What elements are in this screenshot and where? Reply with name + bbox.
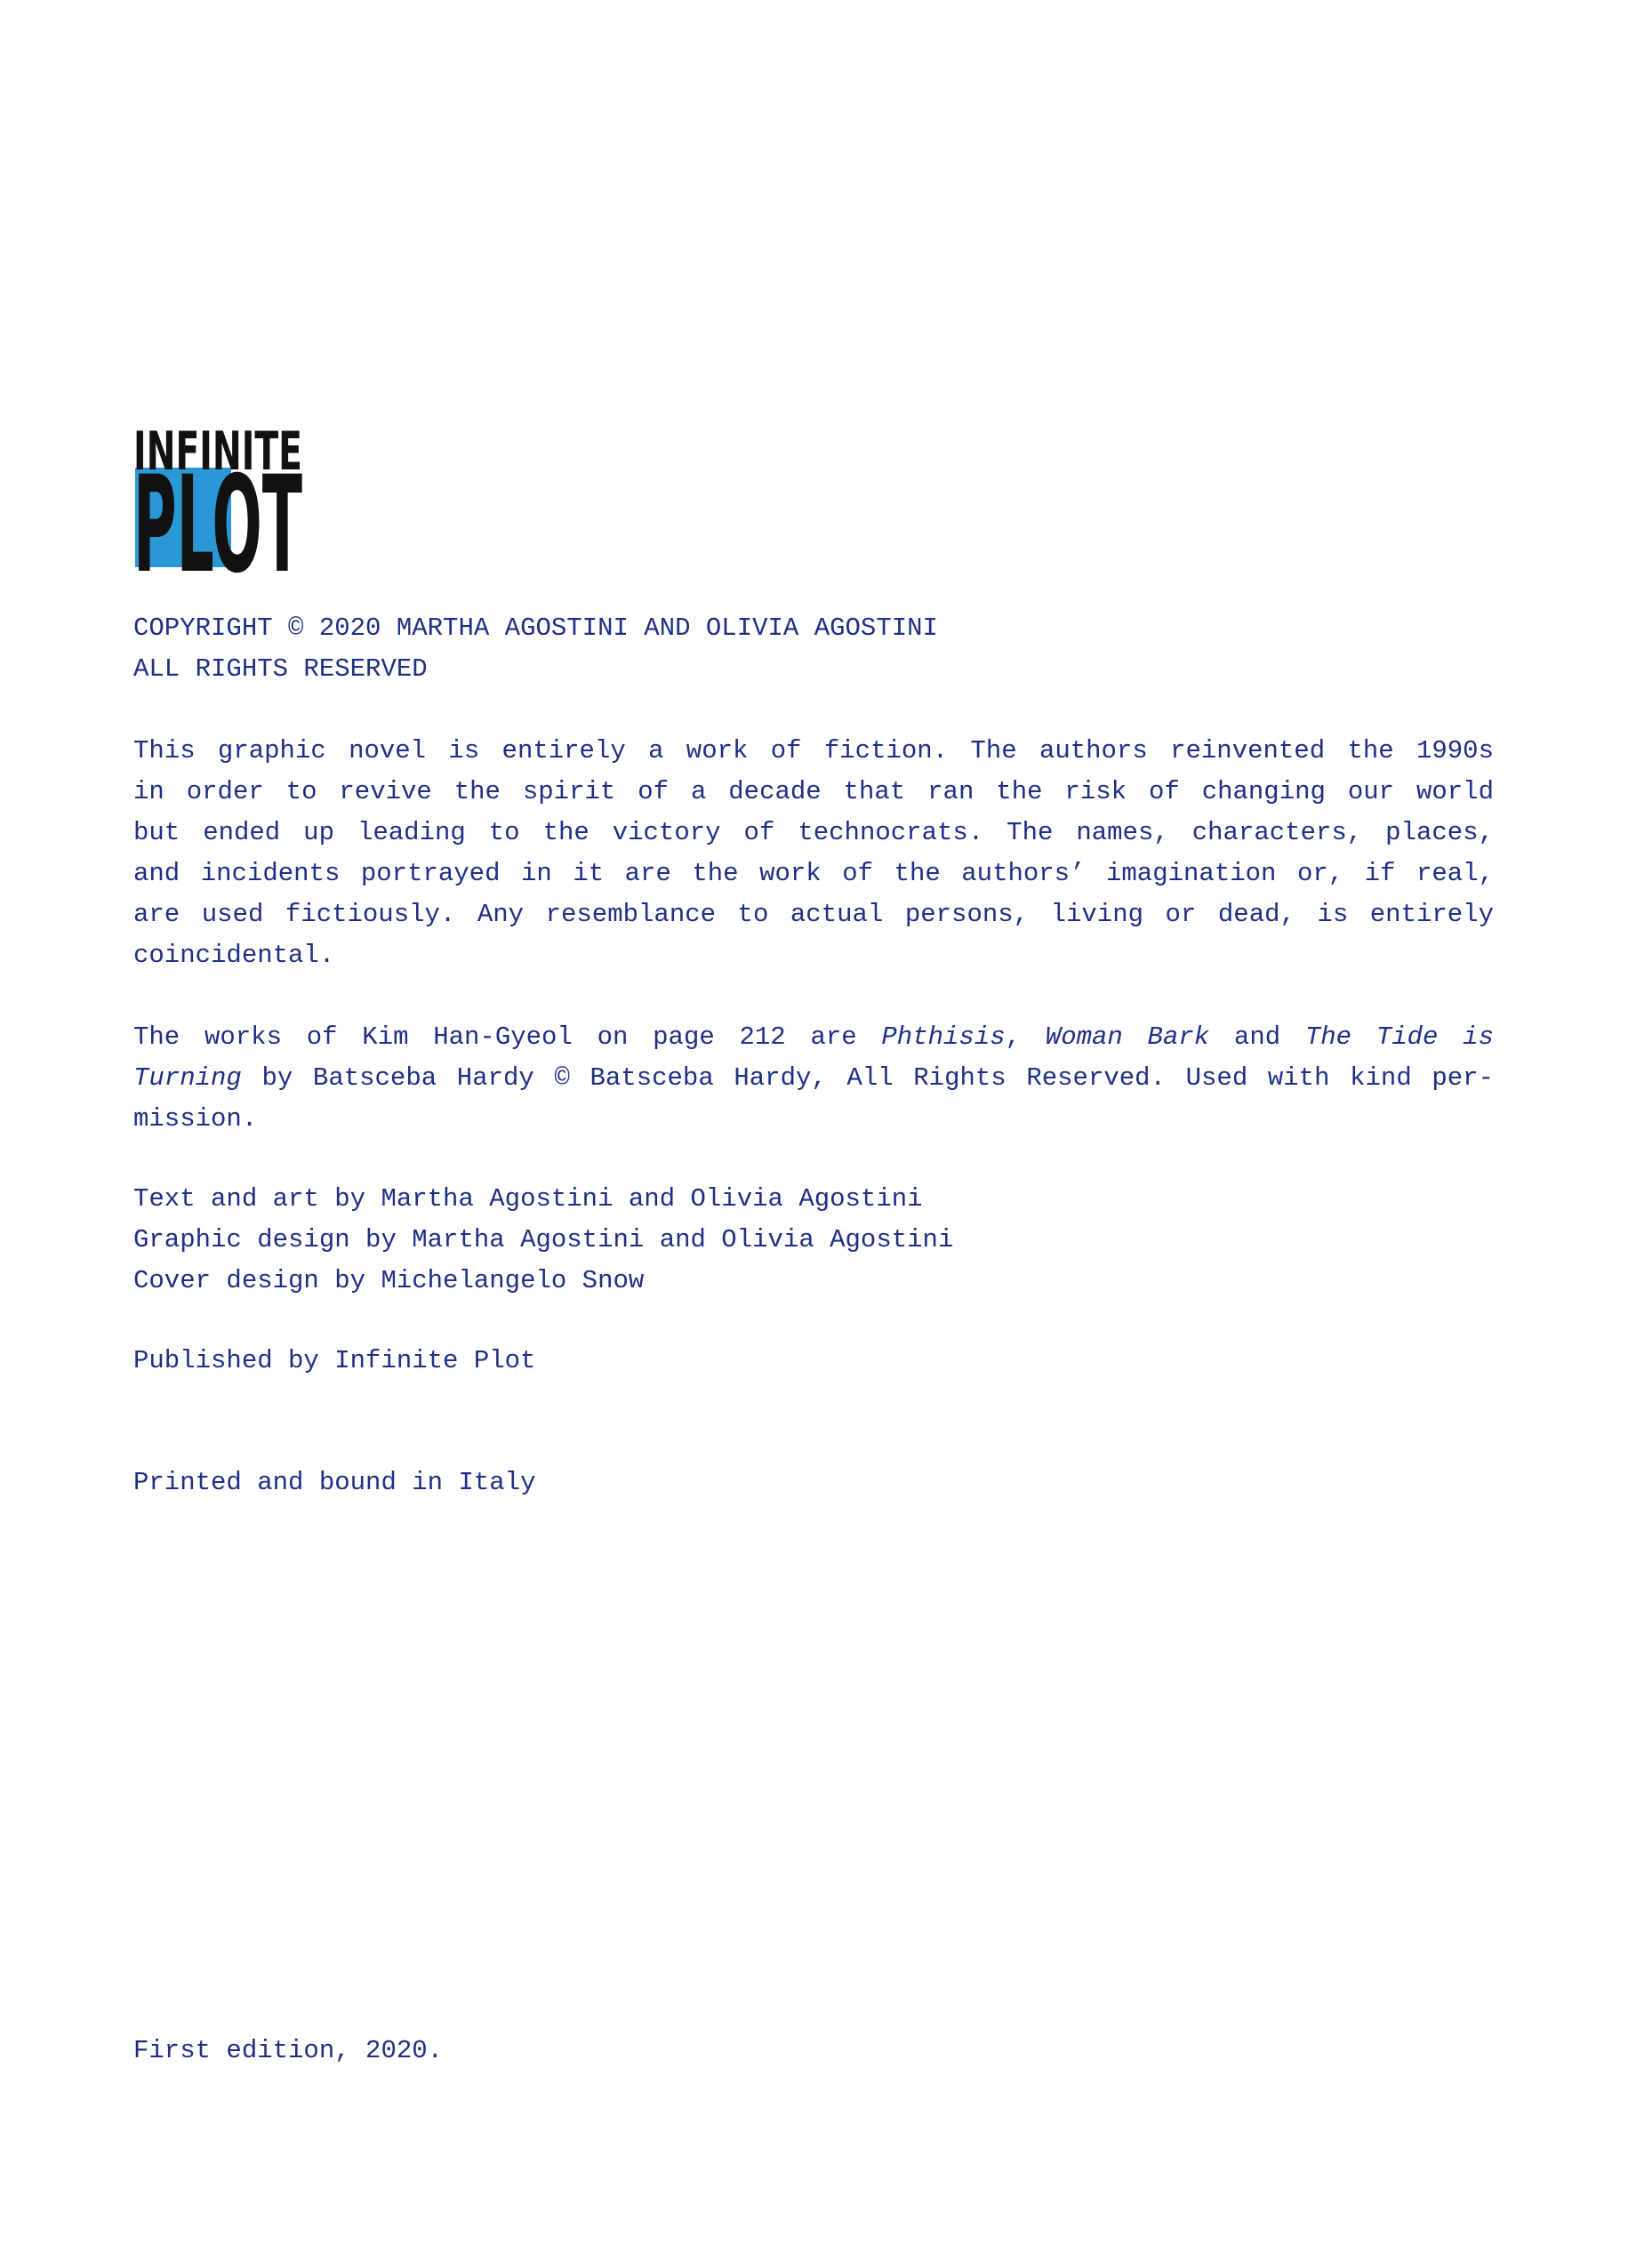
- logo-top-word: INFINITE: [133, 421, 302, 483]
- artwork-separator: and: [1209, 1022, 1305, 1052]
- disclaimer-line: but ended up leading to the victory of technocrats. The names, characters, places,: [133, 818, 1494, 847]
- artwork-separator: ,: [1005, 1022, 1046, 1052]
- artwork-title: Phthisis: [881, 1022, 1006, 1052]
- artwork-credit-intro: The works of Kim Han-Gyeol on page 212 are: [133, 1022, 882, 1052]
- artwork-title: The Tide is: [1304, 1022, 1494, 1052]
- copyright-line: COPYRIGHT © 2020 MARTHA AGOSTINI AND OLIVIA AGOSTINI: [133, 613, 938, 643]
- artwork-credit: [133, 1017, 1494, 1140]
- disclaimer-line: are used fictiously. Any resemblance to actual persons, living or dead, is entirely: [133, 900, 1494, 929]
- disclaimer-line: This graphic novel is entirely a work of fiction. The authors reinvented the 1990s: [133, 736, 1494, 765]
- rights-reserved-line: ALL RIGHTS RESERVED: [133, 654, 428, 684]
- artwork-credit-line: mission.: [133, 1104, 258, 1134]
- disclaimer-line: and incidents portrayed in it are the work of the authors’ imagination or, if real,: [133, 859, 1494, 888]
- publisher-line: Published by Infinite Plot: [133, 1346, 536, 1375]
- graphic-design-credit: Graphic design by Martha Agostini and Olivia Agostini: [133, 1225, 954, 1254]
- artwork-credit-rest: by Batsceba Hardy © Batsceba Hardy, All Rights Reserved. Used with kind per-: [241, 1063, 1494, 1093]
- edition-line: First edition, 2020.: [133, 2036, 444, 2065]
- infinite-plot-logo: [133, 418, 302, 573]
- disclaimer-line: coincidental.: [133, 941, 335, 970]
- publisher-logo: [133, 418, 302, 573]
- creator-credits: [133, 1179, 1494, 1302]
- artwork-title: Turning: [133, 1063, 242, 1093]
- artwork-credit-line: [133, 1058, 1494, 1099]
- copyright-notice: [133, 608, 1494, 690]
- printed-in-line: Printed and bound in Italy: [133, 1468, 536, 1497]
- fiction-disclaimer: [133, 731, 1494, 976]
- artwork-title: Woman Bark: [1045, 1022, 1210, 1052]
- disclaimer-line: in order to revive the spirit of a decade that ran the risk of changing our world: [133, 777, 1494, 806]
- text-art-credit: Text and art by Martha Agostini and Olivia Agostini: [133, 1184, 923, 1214]
- logo-bottom-word: PLOT: [133, 448, 302, 573]
- cover-design-credit: Cover design by Michelangelo Snow: [133, 1266, 645, 1295]
- artwork-credit-line: [133, 1017, 1494, 1058]
